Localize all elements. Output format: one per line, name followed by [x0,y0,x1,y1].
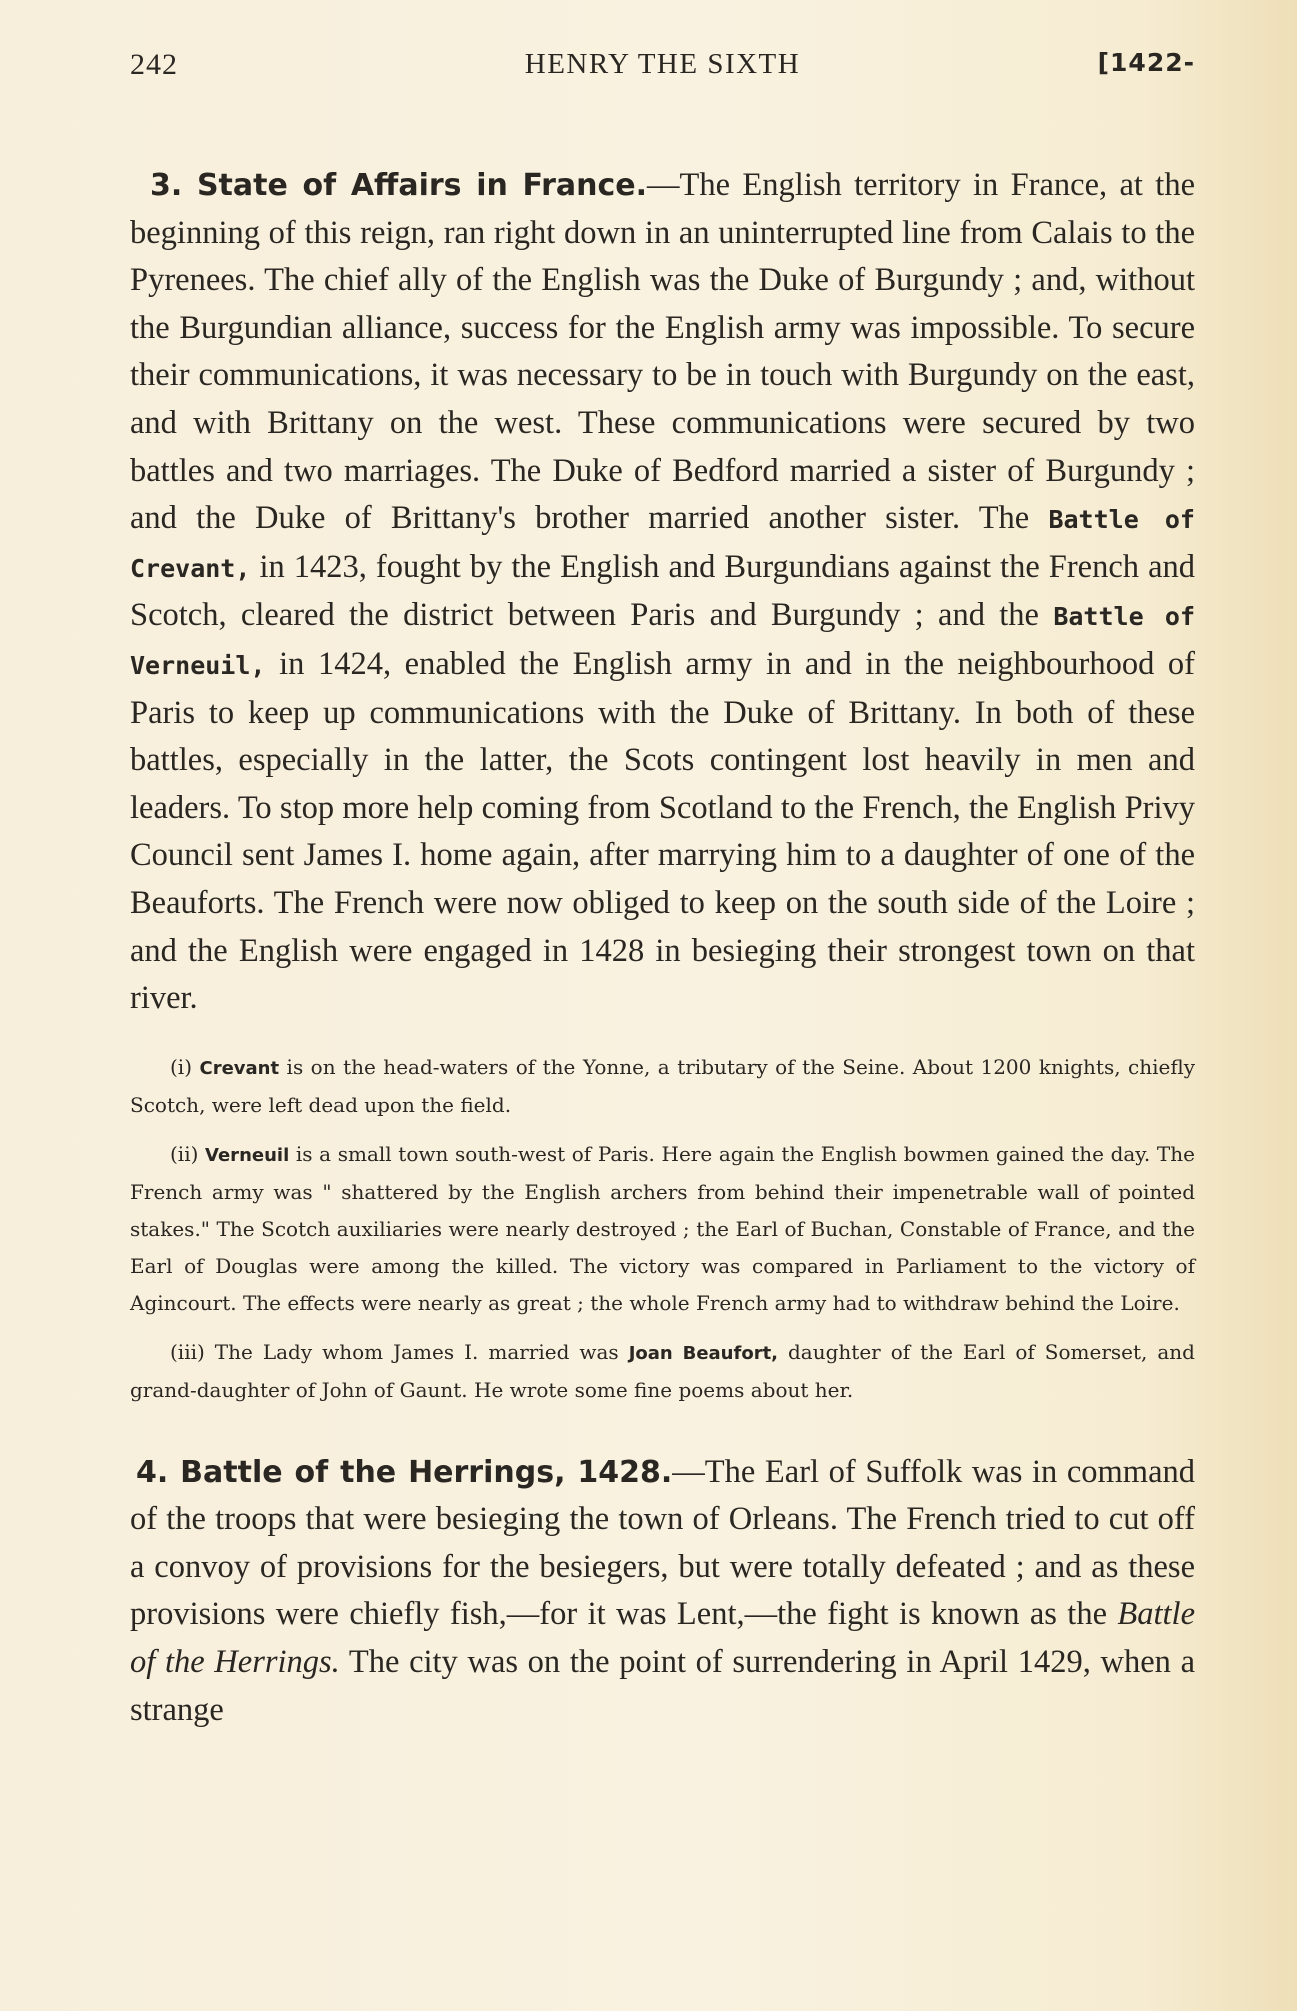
note-term: Joan Beaufort, [628,1342,779,1364]
page-number: 242 [130,48,178,81]
note-text: is on the head-waters of the Yonne, a tributary of the Seine. About 1200 knights, chiefly Scotch, were left dead upon the field. [130,1054,1196,1117]
note-text: daughter of the Earl of Somerset, and grand-daughter of John of Gaunt. He wrote some fine poems about her. [130,1339,1195,1402]
note-lead: (i) [170,1054,200,1079]
running-header [130,40,1195,90]
section-3-text-2: in 1423, fought by the English and Burgundians against the French and Scotch, cleared the district between Paris and Burgundy ; and the [130,548,1195,634]
note-iii [130,1334,1195,1409]
note-text: is a small town south-west of Paris. Here again the English bowmen gained the day. The French army was " shattered by the English archers from behind their impenetrable wall of pointed stakes." The Scotch auxiliaries were nearly destroyed ; the Earl of Buchan, Constable of France, and the Earl of Douglas were among the killed. The victory was compared in Parliament to the victory of Agincourt. The effects were nearly as great ; the whole French army had to withdraw behind the Loire. [130,1141,1195,1315]
section-4-text-1: —The Earl of Suffolk was in command of the troops that were besieging the town of Orleans. The French tried to cut off a convoy of provisions for the besiegers, but were totally defeated ; and as these provisions were chiefly fish,—for it was Lent,—the fight is known as the [130,1453,1196,1633]
notes [130,1049,1195,1409]
battle-of-crevant: Battle of Crevant, [130,505,1195,583]
running-title: HENRY THE SIXTH [524,48,801,80]
note-lead: (iii) The Lady whom James I. married was [170,1339,629,1364]
note-term: Crevant [199,1057,280,1079]
section-3-text-3: in 1424, enabled the English army in and in the neighbourhood of Paris to keep up communications with the Duke of Brittany. In both of these battles, especially in the latter, the Scots contingent lost heavily in men and leaders. To stop more help coming from Scotland to the French, the English Privy Council sent James I. home again, after marrying him to a daughter of one of the Beauforts. The French were now obliged to keep on the south side of the Loire ; and the English were engaged in 1428 in besieging their strongest town on that river. [130,645,1195,1017]
section-3-text-1: —The English territory in France, at the beginning of this reign, ran right down in an uninterrupted line from Calais to the Pyrenees. The chief ally of the English was the Duke of Burgundy ; and, without the Burgundian alliance, success for the English army was impossible. To secure their communications, it was necessary to be in touch with Burgundy on the east, and with Brittany on the west. These communications were secured by two battles and two marriages. The Duke of Bedford married a sister of Burgundy ; and the Duke of Brittany's brother married another sister. The [130,167,1195,537]
note-i [130,1049,1195,1124]
note-term: Verneuil [205,1144,290,1166]
section-4-text-2: The city was on the point of surrendering in April 1429, when a strange [130,1644,1195,1728]
section-3-heading: 3. State of Affairs in France. [150,168,648,203]
section-4 [130,1449,1195,1735]
section-4-heading: 4. Battle of the Herrings, 1428. [136,1454,673,1490]
battle-of-the-herrings: Battle of the Herrings. [130,1596,1195,1681]
section-3 [130,162,1195,1023]
year-marker: [1422- [1097,48,1195,77]
note-ii [130,1136,1195,1322]
battle-of-verneuil: Battle of Verneuil, [130,602,1196,680]
book-page [130,40,1195,1734]
section-4-paragraph [130,1449,1195,1735]
section-3-paragraph [130,162,1195,1023]
note-lead: (ii) [170,1141,206,1166]
